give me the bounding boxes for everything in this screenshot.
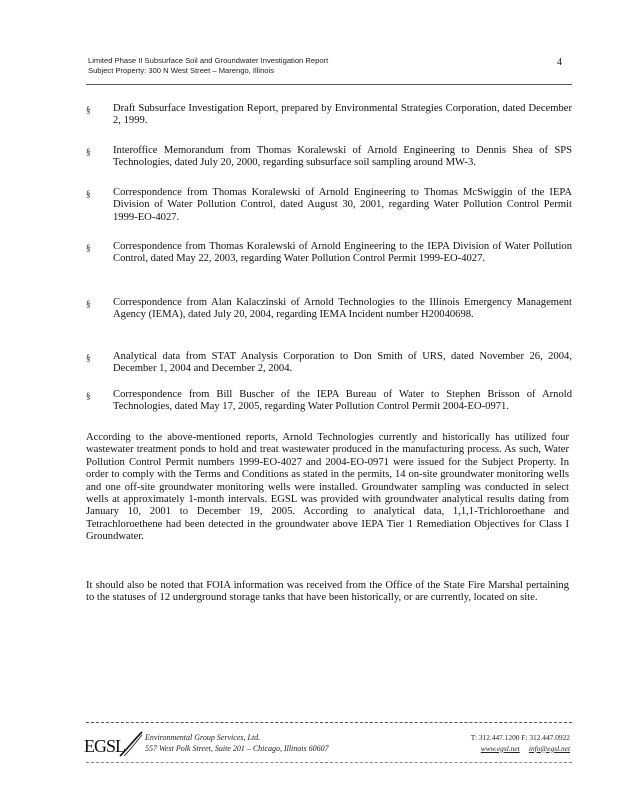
list-item xyxy=(86,187,572,224)
list-item-text: Correspondence from Alan Kalaczinski of Arnold Technologies to the Illinois Emergency Management Agency (IEMA), dated July 20, 2004, regarding IEMA Incident number H20040698. xyxy=(113,297,572,321)
page-number: 4 xyxy=(557,57,562,68)
footer-company-block xyxy=(145,732,329,754)
list-item-text: Correspondence from Bill Buscher of the IEPA Bureau of Water to Stephen Brisson of Arnold Technologies, dated May 17, 2005, regarding Water Pollution Control Permit 2004-EO-0971. xyxy=(113,389,572,413)
list-item xyxy=(86,103,572,128)
list-item-text: Correspondence from Thomas Koralewski of Arnold Engineering to Thomas McSwiggin of the IEPA Division of Water Pollution Control, dated August 30, 2001, regarding Water Pollution Control Permit 1999-EO-4027. xyxy=(113,187,572,223)
list-item-text: Correspondence from Thomas Koralewski of Arnold Engineering to the IEPA Division of Water Pollution Control, dated May 22, 2003, regarding Water Pollution Control Permit 1999-EO-4027. xyxy=(113,241,572,265)
company-name: Environmental Group Services, Ltd. xyxy=(145,733,261,742)
bullet-icon: § xyxy=(86,147,91,157)
bullet-icon: § xyxy=(86,243,91,253)
phone-fax: T: 312.447.1200 F: 312.447.0922 xyxy=(470,733,570,742)
website-link[interactable]: www.egsl.net xyxy=(480,743,520,753)
header-text xyxy=(88,56,568,76)
list-item xyxy=(86,145,572,170)
contact-links xyxy=(452,744,570,755)
list-item xyxy=(86,389,572,414)
header-subject-property: Subject Property: 300 N West Street – Marengo, Illinois xyxy=(88,66,274,75)
bullet-icon: § xyxy=(86,353,91,363)
bullet-icon: § xyxy=(86,299,91,309)
bullet-icon: § xyxy=(86,105,91,115)
list-item xyxy=(86,351,572,376)
list-item-text: Interoffice Memorandum from Thomas Koralewski of Arnold Engineering to Dennis Shea of SPS Technologies, dated July 20, 2000, regarding subsurface soil sampling around MW-3. xyxy=(113,145,572,169)
header-report-title: Limited Phase II Subsurface Soil and Groundwater Investigation Report xyxy=(88,56,329,65)
email-link[interactable]: info@egsl.net xyxy=(528,743,570,753)
body-paragraph: According to the above-mentioned reports, Arnold Technologies currently and historically has utilized four wastewater treatment ponds to hold and treat wastewater produced in the manufacturing process. As such, Water Pollution Control Permit numbers 1999-EO-4027 and 2004-EO-0971 were issued for the Subject Property. In order to comply with the Terms and Conditions as stated in the permits, 14 on-site groundwater monitoring wells and one off-site groundwater monitoring wells were installed. Groundwater sampling was conducted in select wells at approximately 1-month intervals. EGSL was provided with groundwater analytical results dating from January 10, 2001 to December 19, 2005. According to analytical data, 1,1,1-Trichloroethane and Tetrachloroethene had been detected in the groundwater above IEPA Tier 1 Remediation Objectives for Class I Groundwater. xyxy=(86,432,569,543)
footer-bottom-divider xyxy=(86,762,572,763)
bullet-icon: § xyxy=(86,391,91,401)
logo-swoosh-icon xyxy=(84,730,144,758)
list-item xyxy=(86,241,572,266)
list-item xyxy=(86,297,572,322)
company-logo xyxy=(84,730,144,758)
list-item-text: Draft Subsurface Investigation Report, prepared by Environmental Strategies Corporation, dated December 2, 1999. xyxy=(113,103,572,127)
company-address: 557 West Polk Street, Suite 201 – Chicago, Illinois 60607 xyxy=(145,744,329,753)
footer-divider xyxy=(86,722,572,723)
body-paragraph: It should also be noted that FOIA information was received from the Office of the State Fire Marshal pertaining to the statuses of 12 underground storage tanks that have been historically, or are currently, located on site. xyxy=(86,580,569,604)
list-item-text: Analytical data from STAT Analysis Corporation to Don Smith of URS, dated November 26, 2004, December 1, 2004 and December 2, 2004. xyxy=(113,351,572,375)
header-divider xyxy=(86,84,572,85)
bullet-icon: § xyxy=(86,189,91,199)
logo-text: EGSL xyxy=(84,736,125,756)
footer-contact-block xyxy=(452,733,570,754)
